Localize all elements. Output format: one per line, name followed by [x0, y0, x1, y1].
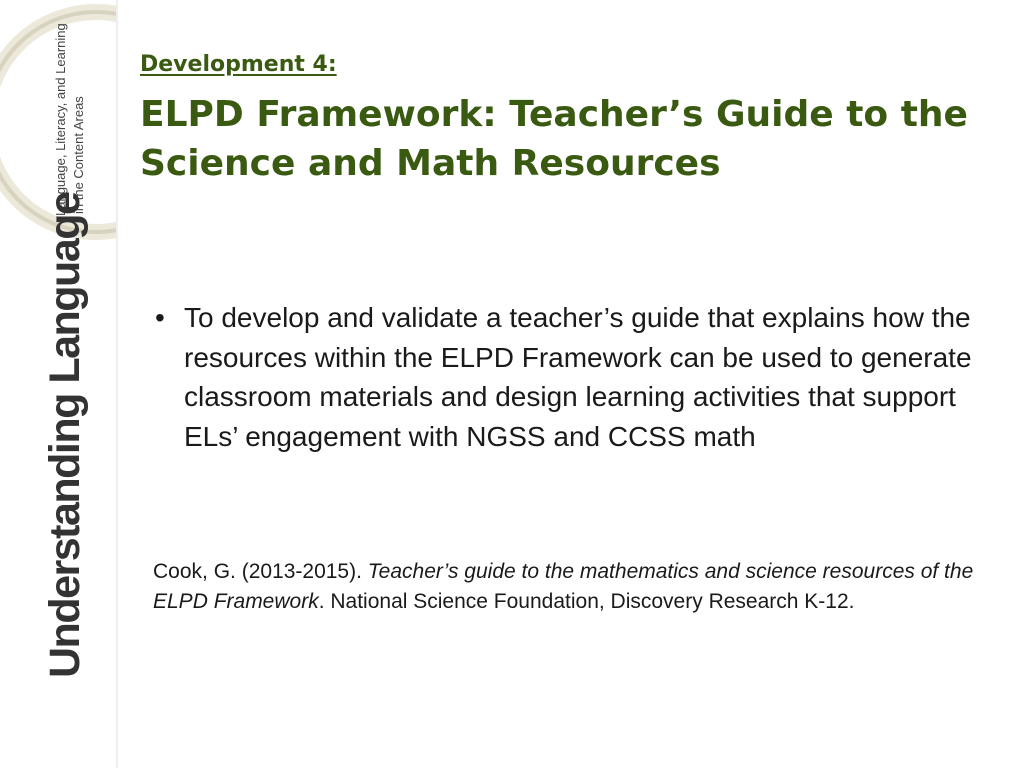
- citation-lead: Cook, G. (2013-2015).: [153, 560, 368, 583]
- bullet-item: [152, 298, 992, 456]
- bullet-text: To develop and validate a teacher’s guide that explains how the resources within the ELPD Framework can be used to generate classroom materials and design learning activities that support ELs’ engagement with NGSS and CCSS math: [184, 302, 972, 452]
- bullet-dot-icon: •: [155, 302, 165, 333]
- slide-title: ELPD Framework: Teacher’s Guide to the Science and Math Resources: [140, 94, 968, 184]
- logo-tagline-line-2: in the Content Areas: [71, 96, 86, 214]
- citation-tail: . National Science Foundation, Discovery Research K-12.: [318, 589, 855, 613]
- logo-tagline-line-1: Language, Literacy, and Learning: [53, 23, 68, 216]
- citation: [153, 557, 993, 616]
- sidebar-divider: [116, 0, 118, 768]
- slide-kicker: Development 4:: [140, 52, 337, 77]
- citation-work-title: Teacher’s guide to the mathematics and science resources of the ELPD Framework: [153, 560, 974, 613]
- bullet-list: [152, 298, 992, 456]
- logo-wordmark: Understanding Language: [41, 192, 89, 678]
- logo-sidebar: [0, 0, 116, 768]
